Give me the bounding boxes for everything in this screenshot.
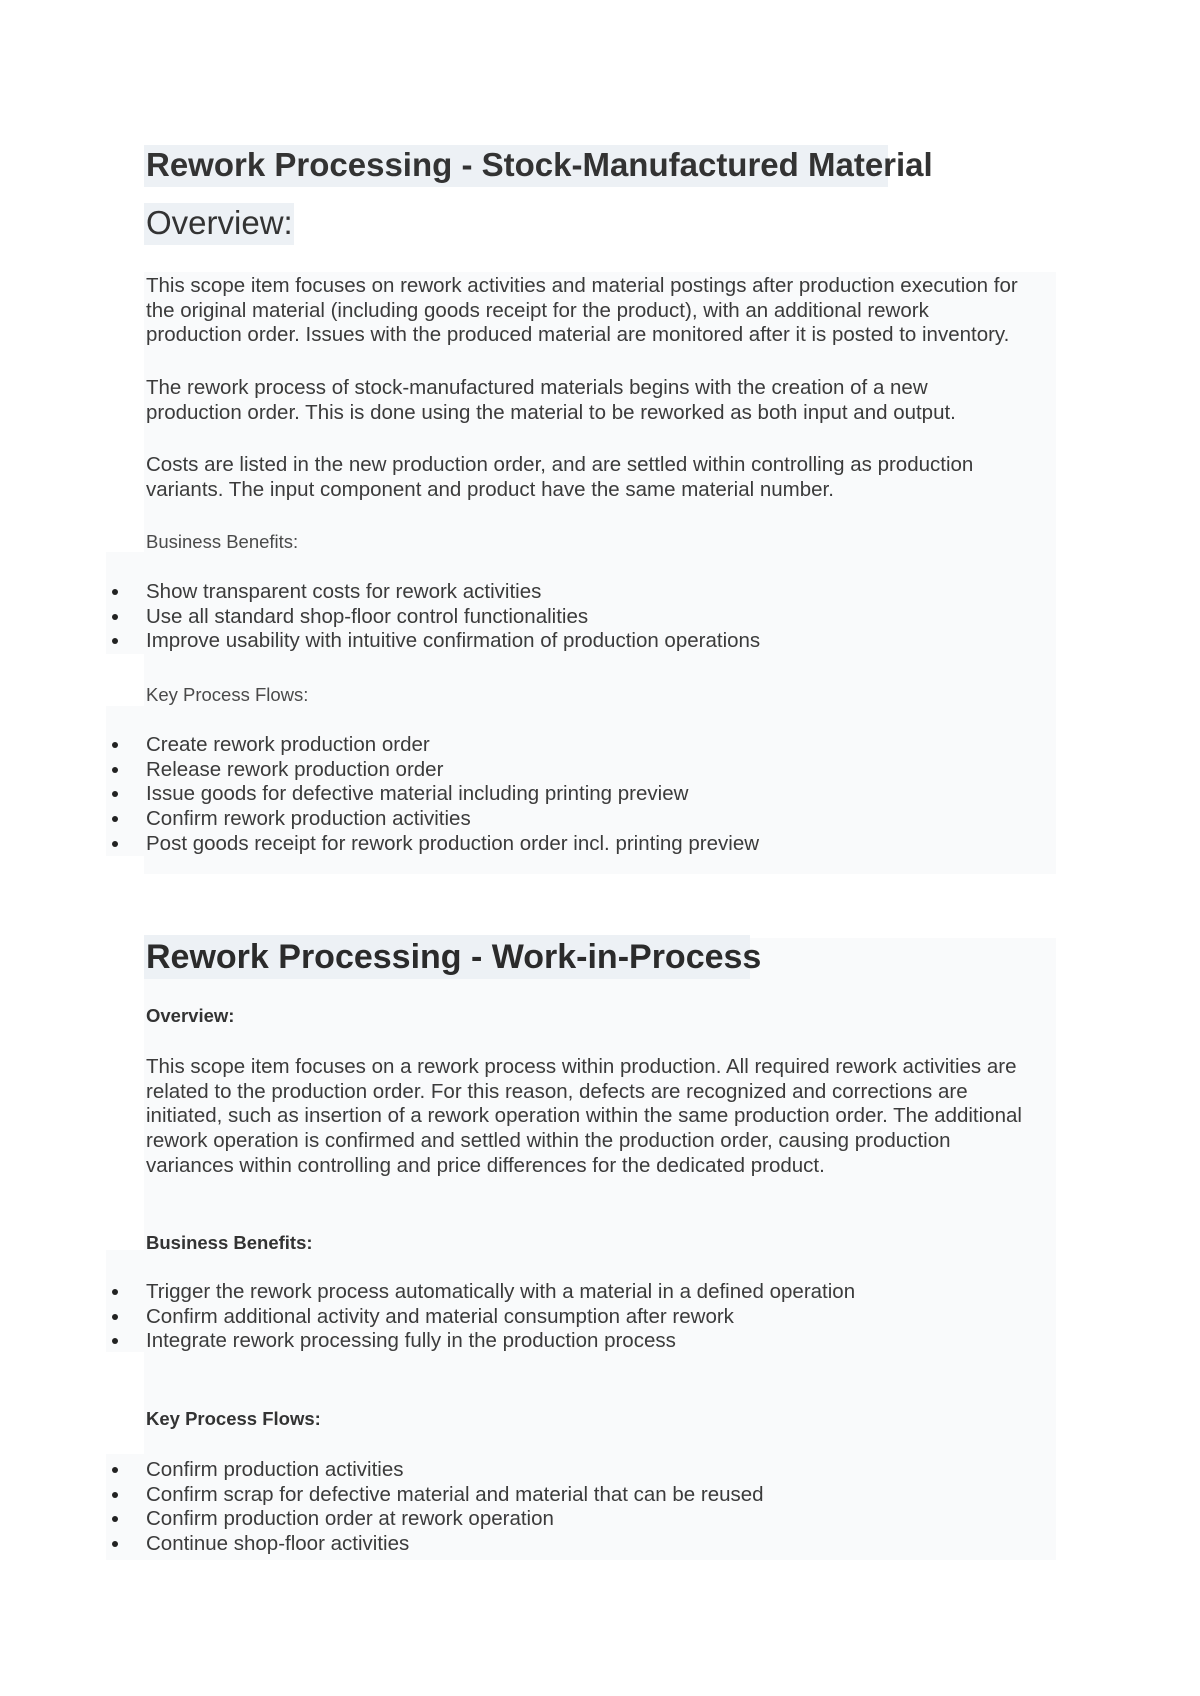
list-item: Release rework production order [146, 758, 759, 783]
section-2-benefits-heading: Business Benefits: [146, 1232, 313, 1253]
section-2-flows-heading: Key Process Flows: [146, 1408, 321, 1429]
list-item: Issue goods for defective material including printing preview [146, 782, 759, 807]
section-1-paragraph-1 [146, 274, 1018, 348]
paragraph-line: initiated, such as insertion of a rework operation within the same production order. The additional [146, 1104, 1022, 1128]
section-2-title: Rework Processing - Work-in-Process [146, 938, 762, 976]
list-item: Continue shop-floor activities [146, 1532, 764, 1557]
paragraph-line: This scope item focuses on a rework process within production. All required rework activities are [146, 1055, 1017, 1078]
section-1-flows-heading: Key Process Flows: [146, 684, 309, 705]
paragraph-line: production order. This is done using the material to be reworked as both input and output. [146, 400, 956, 424]
section-2-benefits-list [146, 1280, 855, 1354]
list-item: Confirm additional activity and material consumption after rework [146, 1305, 855, 1330]
paragraph-line: variances within controlling and price differences for the dedicated product. [146, 1153, 825, 1177]
paragraph-line: Costs are listed in the new production order, and are settled within controlling as production [146, 453, 974, 476]
list-strip-benefits-2 [106, 1250, 146, 1352]
list-item: Integrate rework processing fully in the production process [146, 1329, 855, 1354]
list-item: Confirm production activities [146, 1458, 764, 1483]
list-item: Trigger the rework process automatically with a material in a defined operation [146, 1280, 856, 1303]
list-item: Show transparent costs for rework activities [146, 580, 760, 605]
section-1-benefits-heading: Business Benefits: [146, 531, 299, 552]
list-item: Create rework production order [146, 733, 759, 758]
section-1-title: Rework Processing - Stock-Manufactured Material [146, 146, 933, 183]
list-strip-flows-1 [106, 706, 146, 856]
paragraph-line: production order. Issues with the produced material are monitored after it is posted to inventory. [146, 323, 1010, 347]
section-1-overview-heading: Overview: [146, 204, 293, 241]
paragraph-line: This scope item focuses on rework activities and material postings after production execution for [146, 274, 1018, 297]
paragraph-line: the original material (including goods receipt for the product), with an additional rework [146, 298, 929, 322]
list-item: Confirm scrap for defective material and material that can be reused [146, 1482, 764, 1506]
paragraph-line: related to the production order. For this reason, defects are recognized and corrections are [146, 1079, 968, 1103]
list-item: Use all standard shop-floor control functionalities [146, 605, 760, 630]
section-2-overview-heading: Overview: [146, 1005, 235, 1026]
section-1-flows-list [146, 733, 759, 857]
paragraph-line: The rework process of stock-manufactured materials begins with the creation of a new [146, 376, 928, 399]
list-item: Confirm production order at rework operation [146, 1507, 764, 1532]
section-1-paragraph-3 [146, 453, 973, 502]
section-1-benefits-list [146, 580, 760, 654]
section-2-flows-list [146, 1458, 764, 1557]
list-item: Improve usability with intuitive confirmation of production operations [146, 629, 761, 653]
section-2-paragraph [146, 1055, 1022, 1179]
list-item: Confirm rework production activities [146, 807, 759, 832]
list-item: Post goods receipt for rework production order incl. printing preview [146, 831, 760, 855]
paragraph-line: variants. The input component and product have the same material number. [146, 477, 834, 501]
section-1-paragraph-2 [146, 376, 956, 425]
paragraph-line: rework operation is confirmed and settled within the production order, causing production [146, 1129, 951, 1153]
